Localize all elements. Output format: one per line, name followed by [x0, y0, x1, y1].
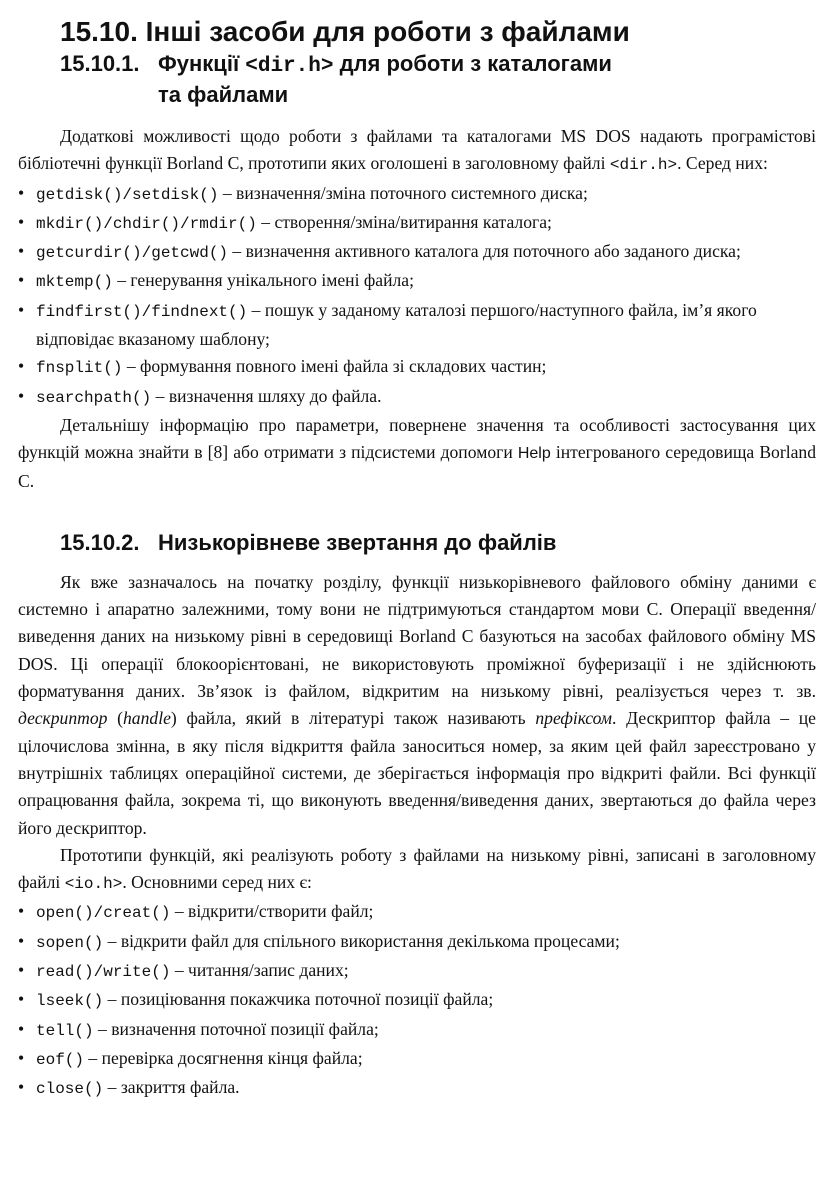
- list-item: [18, 1016, 816, 1045]
- section-title-part: Функції: [158, 51, 246, 76]
- section-title: Низькорівневе звертання до файлів: [158, 529, 557, 555]
- function-name: open()/creat(): [36, 904, 171, 923]
- text-run: Як вже зазначалось на початку розділу, функції низькорівневого файлового обміну даними є системно і апаратно залежними, тому вони не підтримуються стандартом мови C. Операції введення/виведення даних на низькому рівні в середовищі Borland C базуються на засобах файлового обміну MS DOS. Ці операції блокоорієнтовані, не використовують проміжної буферизації і не здійснюють форматування даних. Зв’язок із файлом, відкритим на низькому рівні, реалізується через т. зв.: [18, 571, 816, 702]
- section-heading-lowlevel: [18, 529, 816, 557]
- section-number: 15.10.2.: [60, 529, 140, 555]
- list-item: [18, 1074, 816, 1103]
- function-name: searchpath(): [36, 388, 152, 407]
- section-heading-dir: [18, 50, 816, 109]
- function-desc: – визначення шляху до файла.: [151, 385, 382, 406]
- function-desc: – читання/запис даних;: [170, 960, 349, 981]
- function-desc: – формування повного імені файла зі складових частин;: [122, 356, 547, 377]
- text-run: . Дескриптор файла – це цілочислова змінна, в яку після відкриття файла заноситься номер, за яким цей файл зареєстровано у внутрішніх таблицях операційної системи, де зберігається інформація про відкриті файли. Всі функції опрацювання файла, зокрема ті, що виконують введення/виведення даних, звертаються до файла через його дескриптор.: [18, 708, 816, 838]
- function-name: close(): [36, 1080, 104, 1099]
- function-desc: – визначення активного каталога для поточного або заданого диска;: [228, 241, 741, 262]
- list-item: [18, 986, 816, 1015]
- function-name: findfirst()/findnext(): [36, 302, 248, 321]
- help-term: Help: [517, 445, 551, 463]
- function-desc: – визначення/зміна поточного системного диска;: [218, 182, 588, 203]
- section-number: 15.10.1.: [60, 51, 140, 76]
- text-run: Детальнішу інформацію про параметри, повернене значення та особливості застосування цих функцій можна знайти в [8] або отримати з підсистеми допомоги: [18, 414, 816, 463]
- function-desc: – відкрити/створити файл;: [170, 901, 374, 922]
- function-name: mkdir()/chdir()/rmdir(): [36, 214, 257, 233]
- function-desc: – створення/зміна/витирання каталога;: [256, 211, 552, 232]
- term-handle: handle: [123, 708, 171, 729]
- function-name: getdisk()/setdisk(): [36, 185, 219, 204]
- function-name: eof(): [36, 1050, 85, 1069]
- list-item: [18, 1045, 816, 1074]
- text-run: ) файла, який в літературі також називають: [170, 708, 536, 729]
- io-function-list: [18, 898, 816, 1103]
- function-desc: – позиціювання покажчика поточної позиції файла;: [103, 989, 494, 1010]
- list-item: [18, 957, 816, 986]
- list-item: [18, 928, 816, 957]
- function-name: sopen(): [36, 933, 104, 952]
- text-run: інтегрованого середовища Borland C.: [18, 442, 816, 491]
- text-run: . Основними серед них є:: [122, 872, 312, 893]
- section-title-part: для роботи з каталогами: [333, 51, 612, 76]
- text-run: Додаткові можливості щодо роботи з файлами та каталогами MS DOS надають програмістові бібліотечні функції Borland C, прототипи яких оголошені в заголовному файлі: [18, 126, 816, 174]
- function-desc: – перевірка досягнення кінця файла;: [84, 1047, 363, 1068]
- function-desc: – пошук у заданому каталозі першого/наступного файла, ім’я якого відповідає вказаному шаблону;: [36, 299, 757, 350]
- inline-code: <io.h>: [64, 875, 123, 894]
- header-name: <dir.h>: [245, 55, 334, 78]
- section-title-line2: та файлами: [158, 82, 289, 107]
- function-desc: – відкрити файл для спільного використання декількома процесами;: [103, 930, 620, 951]
- text-run: Прототипи функцій, які реалізують роботу з файлами на низькому рівні, записані в заголовному файлі: [18, 844, 816, 893]
- list-item: [18, 238, 816, 267]
- outro-paragraph: [18, 412, 816, 495]
- function-desc: – визначення поточної позиції файла;: [93, 1018, 379, 1039]
- text-run: (: [107, 708, 123, 729]
- prototypes-paragraph: [18, 842, 816, 899]
- term-descriptor: дескриптор: [18, 708, 108, 729]
- lowlevel-paragraph: [18, 569, 816, 842]
- list-item: [18, 180, 816, 209]
- function-desc: – генерування унікального імені файла;: [112, 270, 414, 291]
- list-item: [18, 267, 816, 296]
- function-desc: – закриття файла.: [103, 1077, 240, 1098]
- list-item: [18, 209, 816, 238]
- function-name: lseek(): [36, 992, 104, 1011]
- list-item: [18, 898, 816, 927]
- list-item: [18, 297, 816, 354]
- function-name: getcurdir()/getcwd(): [36, 244, 229, 263]
- function-name: read()/write(): [36, 963, 171, 982]
- term-prefix: префіксом: [535, 708, 612, 729]
- inline-code: <dir.h>: [609, 156, 678, 175]
- text-run: . Серед них:: [677, 153, 768, 174]
- intro-paragraph: [18, 123, 816, 180]
- dir-function-list: [18, 180, 816, 412]
- list-item: [18, 383, 816, 412]
- chapter-heading: 15.10. Інші засоби для роботи з файлами: [60, 16, 630, 47]
- function-name: mktemp(): [36, 273, 113, 292]
- function-name: fnsplit(): [36, 359, 123, 378]
- list-item: [18, 353, 816, 382]
- function-name: tell(): [36, 1021, 94, 1040]
